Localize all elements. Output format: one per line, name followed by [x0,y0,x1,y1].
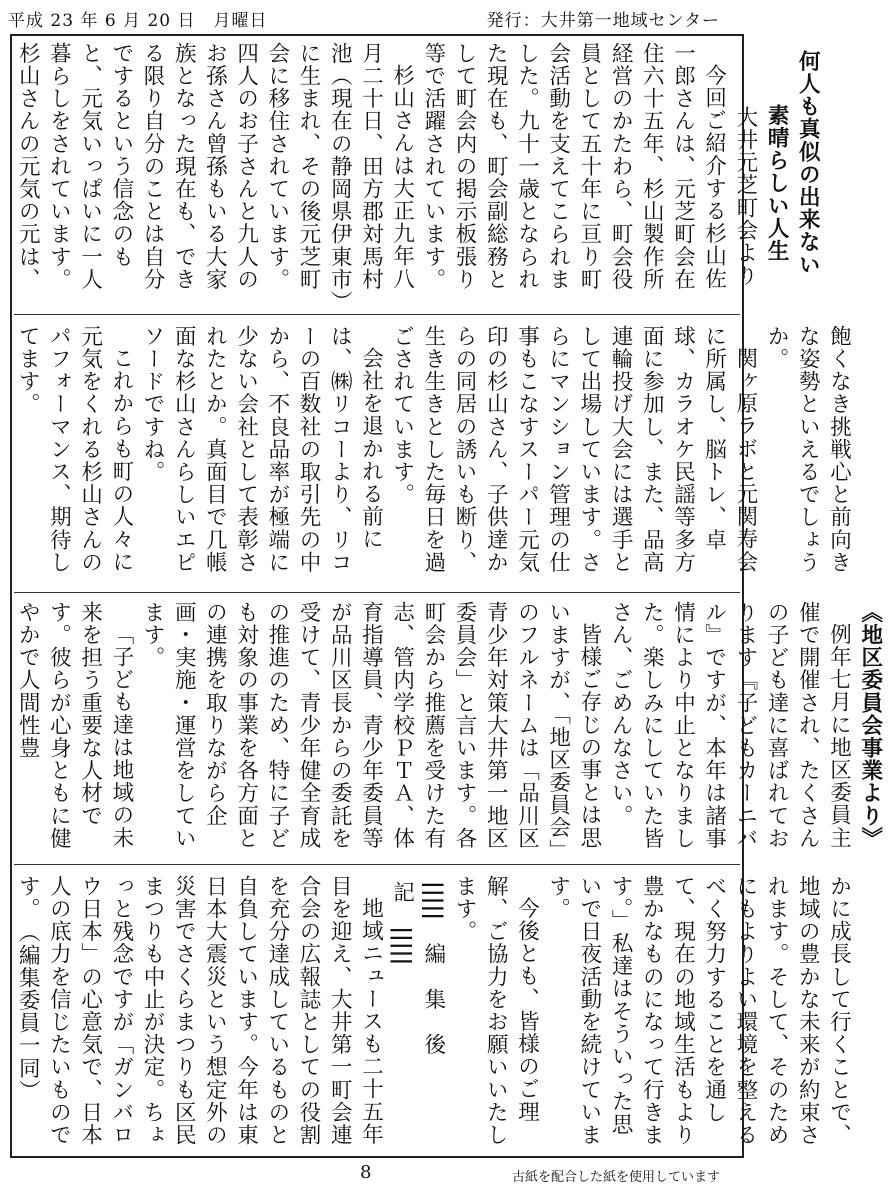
paragraph: かに成長して行くことで、地域の豊かな未来が約束されます。そして、そのためにもよりよい環境を整えるべく努力することを通して、現在の地域生活もより豊かなものになって行きます。」私達はそういった思いで日夜活動を続けています。 [545,875,852,1147]
recycled-paper-note: 古紙を配合した紙を使用しています [511,1170,720,1185]
article-committee-continued-band [12,871,852,1154]
section-divider [14,314,740,315]
article-subtitle: 素晴らしい人生 [764,104,790,263]
editor-note-heading [386,875,448,1154]
paragraph: 飽くなき挑戦心と前向きな姿勢といえるでしょうか。 [764,325,852,574]
article-profile-band [12,38,821,310]
article-profile [12,38,825,310]
paragraph: 地域ニュースも二十五年目を迎え、大井第一町会連合会の広報誌としての役割を充分達成しているものと自負しています。今年は東日本大震災という想定外の災害でさくらまつりも区民まつりも中止が決定。ちょっと残念ですが「ガンバロウ日本」の心意気で、日本人の底力を信じたいものです。 （編集委員一同） [15,875,384,1147]
page-number: 8 [360,1162,372,1183]
paragraph: 今後とも、皆様のご理解、ご協力をお願いいたします。 [452,875,540,1147]
article-profile-continued [12,321,856,589]
paragraph: 例年七月に地区委員主催で開催され、たくさんの子ども達に喜ばれております『子どもカーニバル』ですが、本年は諸事情により中止となりました。楽しみにしていた皆さん、ごめんなさい。 [608,601,852,850]
article-byline: 大井元芝町会より [732,106,758,287]
article-committee [12,597,888,859]
article-committee-band [12,597,883,859]
paragraph: 杉山さんは大正九年八月二十日、田方郡対馬村池（現在の静岡県伊東市）に生まれ、その後元芝町会に移住されています。四人のお子さんと九人のお孫さん曾孫もいる大家族となった現在も、できる限り自分のことは自分でするという信念のもと、元気いっぱいに一人暮らしをされています。杉山さんの元気の元は、 [15,42,415,303]
heading-bars-right: ||||| [389,926,415,966]
paragraph: 会社を退かれる前には、㈱リコーより、リコーの百数社の取引先の中から、不良品率が極端に少ない会社として表彰されたとか。真面目で几帳面な杉山さんらしいエピソードですね。 [140,325,384,574]
editor-note-title: 編 集 後 記 [389,881,446,1079]
paragraph: 皆様ご存じの事とは思いますが、「地区委員会」のフルネームは「品川区青少年対策大井第一地区委員会」と言います。各町会から推薦を受けた有志、管内学校ＰＴＡ、体育指導員、青少年委員等が品川区長からの委託を受けて、青少年健全育成の推進のため、特に子ども対象の事業を各方面との連携を取りながら企画・実施・運営をしています。 [140,601,602,851]
heading-bars-left: ||||| [420,881,446,921]
section-divider [14,864,740,865]
paragraph: 今回ご紹介する杉山佐一郎さんは、元芝町会在住六十五年、杉山製作所経営のかたわら、町会役員として五十年に亘り町会活動を支えてこられました。九十一歳となられた現在も、町会副総務として町会内の掲示板張り等で活躍されています。 [420,42,727,291]
issue-date: 平成 23 年 6 月 20 日 月曜日 [8,11,268,31]
paragraph: 「子ども達は地域の未来を担う重要な人材です。彼らが心身ともに健やかで人間性豊 [15,601,134,850]
article-profile-continued-band [12,321,852,589]
paragraph: これからも町の人々に元気をくれる杉山さんのパフォーマンス、期待してます。 [15,325,134,574]
publisher: 発行：大井第一地域センター [486,11,720,31]
article-title: 何人も真似の出来ない [795,50,821,276]
section-heading: 《地区委員会事業より》 [857,601,883,850]
article-committee-continued [12,871,856,1154]
section-divider [14,592,740,593]
paragraph: 関ヶ原ラボと元関寿会に所属し、脳トレ、卓球、カラオケ民謡等多方面に参加し、また、品高連輪投げ大会には選手として出場しています。さらにマンション管理の仕事もこなすスーパー元気印の杉山さん、子供達からの同居の誘いも断り、生き生きとした毎日を過ごされています。 [389,325,758,574]
